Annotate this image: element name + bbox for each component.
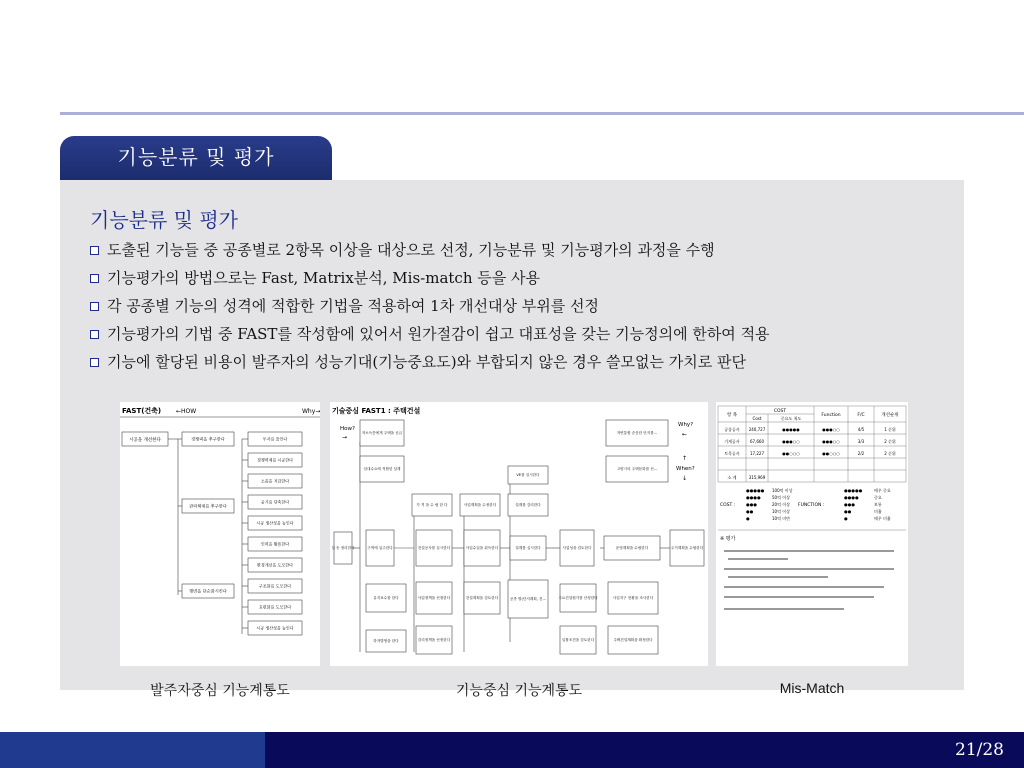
fast2-node: 설 송 정리한다: [331, 546, 355, 551]
fast-diagram-function: [330, 402, 708, 666]
fast2-title: 기술중심 FAST1 : 주택건설: [332, 407, 421, 415]
mm-function-legend: 매우 미흡: [874, 516, 891, 521]
fast2-node: 사업지구 현황을 조사한다: [612, 596, 654, 601]
mm-cost-dots: ●●●●●: [746, 488, 765, 493]
fast2-node: 설계를 실시한다: [515, 546, 541, 551]
mm-header-function: Function: [821, 413, 841, 418]
mm-cell: 240,727: [748, 427, 766, 432]
mm-cost-dots: ●●●●: [746, 495, 761, 500]
mm-header-item: 항 목: [726, 413, 738, 418]
mm-cost-legend: 50억 이상: [772, 495, 790, 500]
caption-mismatch: Mis-Match: [779, 680, 845, 696]
fast2-node: 건설공사를 실시한다: [417, 546, 451, 551]
fast2-node: 공종 별(단지계획, 건…: [509, 597, 547, 602]
fast1-level3-node: 시공 생산성을 높인다: [256, 625, 294, 631]
fast2-when: When?: [676, 466, 695, 472]
svg-text:←: ←: [682, 431, 688, 438]
fast2-node: 유지보수를 한다: [373, 596, 399, 601]
mm-cost-legend: 10억 이상: [772, 509, 790, 514]
fast2-node: 주거계획을 수립한다: [670, 546, 704, 551]
fast2-node: VE를 실시한다: [516, 473, 540, 478]
mm-cell: 토목공사: [724, 451, 740, 456]
square-bullet-icon: [90, 274, 99, 283]
mm-cell: ●●●○○: [782, 439, 800, 444]
fast2-node: 임대수요에 적합한 설계: [363, 467, 401, 472]
fast2-node: 사업수입을 취득한다: [465, 546, 499, 551]
bullet-item: 각 공종별 기능의 성격에 적합한 기법을 적용하여 1차 개선대상 부위를 선정: [90, 292, 770, 320]
bullet-item: 기능평가의 기법 중 FAST를 작성함에 있어서 원가절감이 쉽고 대표성을 갖는 기능정의에 한하여 적용: [90, 320, 770, 348]
mm-total-label: 소 계: [727, 475, 737, 480]
mm-function-legend: 보통: [874, 502, 882, 507]
fast2-how: How?: [340, 426, 355, 432]
fast2-node: 구역에 입주한다: [367, 546, 393, 551]
fast1-level2-node: 관리체제를 추구한다: [189, 503, 227, 509]
fast1-level3-node: 경쟁력제를 시공한다: [256, 457, 294, 463]
svg-text:↑: ↑: [682, 455, 688, 462]
fast1-root: 시공을 개선한다: [129, 438, 161, 443]
mm-function-legend: 중요: [874, 495, 882, 500]
fast-diagram-owner-svg: [120, 402, 320, 666]
fast2-node: 건설계획을 검토한다: [465, 596, 499, 601]
fast2-node: 사업성을 검토한다: [562, 546, 592, 551]
bullet-item: 기능에 할당된 비용이 발주자의 성능기대(기능중요도)와 부합되지 않은 경우 쓸모없는 가치로 판단: [90, 348, 770, 376]
fast2-node: 운영계획을 수립한다: [615, 546, 649, 551]
mm-cell: ●●○○○: [782, 451, 800, 456]
fast1-how: ←HOW: [176, 408, 197, 415]
mm-cell: ●●●○○: [822, 439, 840, 444]
mm-cell: 기계공사: [724, 439, 740, 444]
mm-sub-cost: Cost: [752, 416, 762, 421]
mm-function-label: FUNCTION :: [798, 503, 825, 508]
mm-cell: ●●●○○: [822, 427, 840, 432]
mm-function-dots: ●●●●●: [844, 488, 863, 493]
square-bullet-icon: [90, 302, 99, 311]
mm-cell: 공종공사: [724, 427, 740, 432]
fast1-why: Why→: [302, 408, 320, 415]
fast2-node: 하자발생을 한다: [373, 639, 399, 644]
mm-cost-legend: 20억 이상: [772, 502, 790, 507]
footer-bar: [0, 732, 1024, 768]
bullet-list: [90, 236, 770, 376]
fast1-level2-node: 경쟁력을 추구한다: [191, 436, 225, 442]
mm-cost-legend: 100억 이상: [772, 488, 793, 493]
fast2-node: 저소득층에게 주택을 공급: [361, 431, 403, 436]
mm-cost-dots: ●●●: [746, 502, 757, 507]
page-number: 21/28: [955, 740, 1004, 760]
mm-function-legend: 미흡: [874, 509, 882, 514]
content-panel: [60, 180, 964, 699]
mm-cell: 1 순위: [884, 427, 896, 432]
mismatch-table-svg: [716, 402, 908, 666]
fast2-why: Why?: [678, 422, 694, 428]
mm-header-rank: 개선순위: [881, 413, 899, 418]
mm-cell: ●●●●●: [782, 427, 800, 432]
svg-text:→: →: [342, 434, 348, 441]
fast2-node: 가 격 을 수 립 한 다: [416, 503, 448, 508]
fast1-level3-node: 소음을 저감한다: [260, 478, 290, 484]
fast1-level3-node: 구조화를 도모한다: [258, 583, 292, 589]
fast2-node: 자연통합 순응한 단지를…: [616, 431, 658, 436]
mismatch-table: [716, 402, 908, 666]
square-bullet-icon: [90, 330, 99, 339]
mm-cell: 2 순위: [884, 439, 896, 444]
fast-diagram-owner: [120, 402, 320, 666]
mm-function-dots: ●●●●: [844, 495, 859, 500]
fast1-level3-node: 투자를 줄인다: [262, 436, 288, 442]
footer-accent: [0, 732, 265, 768]
mm-function-dots: ●: [844, 516, 848, 521]
fast2-node: 주요건설원가를 산정한다: [558, 596, 598, 601]
mm-cell: ●●○○○: [822, 451, 840, 456]
fast1-level3-node: 환경개선을 도모한다: [256, 562, 294, 568]
mm-cell: 3/3: [857, 439, 865, 444]
mm-header-cost: COST: [773, 409, 787, 414]
bullet-item: 도출된 기능들 중 공종별로 2항목 이상을 대상으로 선정, 기능분류 및 기능평가의 과정을 수행: [90, 236, 770, 264]
mm-sub-scale: 중요도 척도: [780, 416, 802, 421]
mm-function-dots: ●●: [844, 509, 852, 514]
square-bullet-icon: [90, 358, 99, 367]
fast2-node: 고양시의 주택문화를 선…: [616, 467, 658, 472]
section-tab: [60, 136, 332, 180]
caption-function-fast: 기능중심 기능계통도: [455, 683, 583, 699]
mm-cell: 2 순위: [884, 451, 896, 456]
fast1-title: FAST(건축): [122, 407, 162, 415]
mm-cell: 2/2: [857, 451, 865, 456]
mm-total-value: 315,969: [748, 475, 766, 480]
fast1-level3-node: 공기를 단축한다: [260, 499, 290, 505]
mm-cost-label: COST :: [720, 503, 736, 508]
top-divider: [60, 112, 1024, 115]
mm-function-legend: 매우 중요: [874, 488, 891, 493]
fast1-level2-node: 행변을 단순화시킨다: [189, 588, 227, 594]
square-bullet-icon: [90, 246, 99, 255]
fast2-node: 사업계획을 수정한다: [463, 503, 497, 508]
mm-cell: 4/5: [857, 427, 865, 432]
fast2-node: 주택건설계획을 확정한다: [613, 638, 653, 643]
fast2-node: 설계를 감리한다: [515, 503, 541, 508]
fast1-level3-node: 효편화를 도모한다: [258, 604, 292, 610]
mm-cost-dots: ●: [746, 516, 750, 521]
fast1-level3-node: 시공 생산성을 높인다: [256, 520, 294, 526]
fast2-node: 입찰조건을 검토한다: [561, 638, 595, 643]
mm-cost-dots: ●●: [746, 509, 754, 514]
fast2-node: 사업정책을 선정한다: [417, 596, 451, 601]
mm-cell: 67,660: [750, 439, 764, 444]
mm-cost-legend: 10억 미만: [772, 516, 790, 521]
svg-text:↓: ↓: [682, 475, 688, 482]
mm-cell: 17,227: [750, 451, 764, 456]
caption-owner-fast: 발주자중심 기능계통도: [150, 683, 290, 699]
mm-notes-title: ※ 평가: [720, 536, 736, 542]
fast2-node: 감리정책을 선정한다: [417, 638, 451, 643]
mm-header-fc: F/C: [857, 413, 865, 418]
content-heading: 기능분류 및 평가: [90, 208, 238, 232]
section-tab-label: 기능분류 및 평가: [117, 145, 275, 169]
mm-function-dots: ●●●: [844, 502, 855, 507]
fast-diagram-function-svg: [330, 402, 708, 666]
bullet-item: 기능평가의 방법으로는 Fast, Matrix분석, Mis-match 등을 사용: [90, 264, 770, 292]
fast1-level3-node: 인력을 활용한다: [260, 541, 290, 547]
